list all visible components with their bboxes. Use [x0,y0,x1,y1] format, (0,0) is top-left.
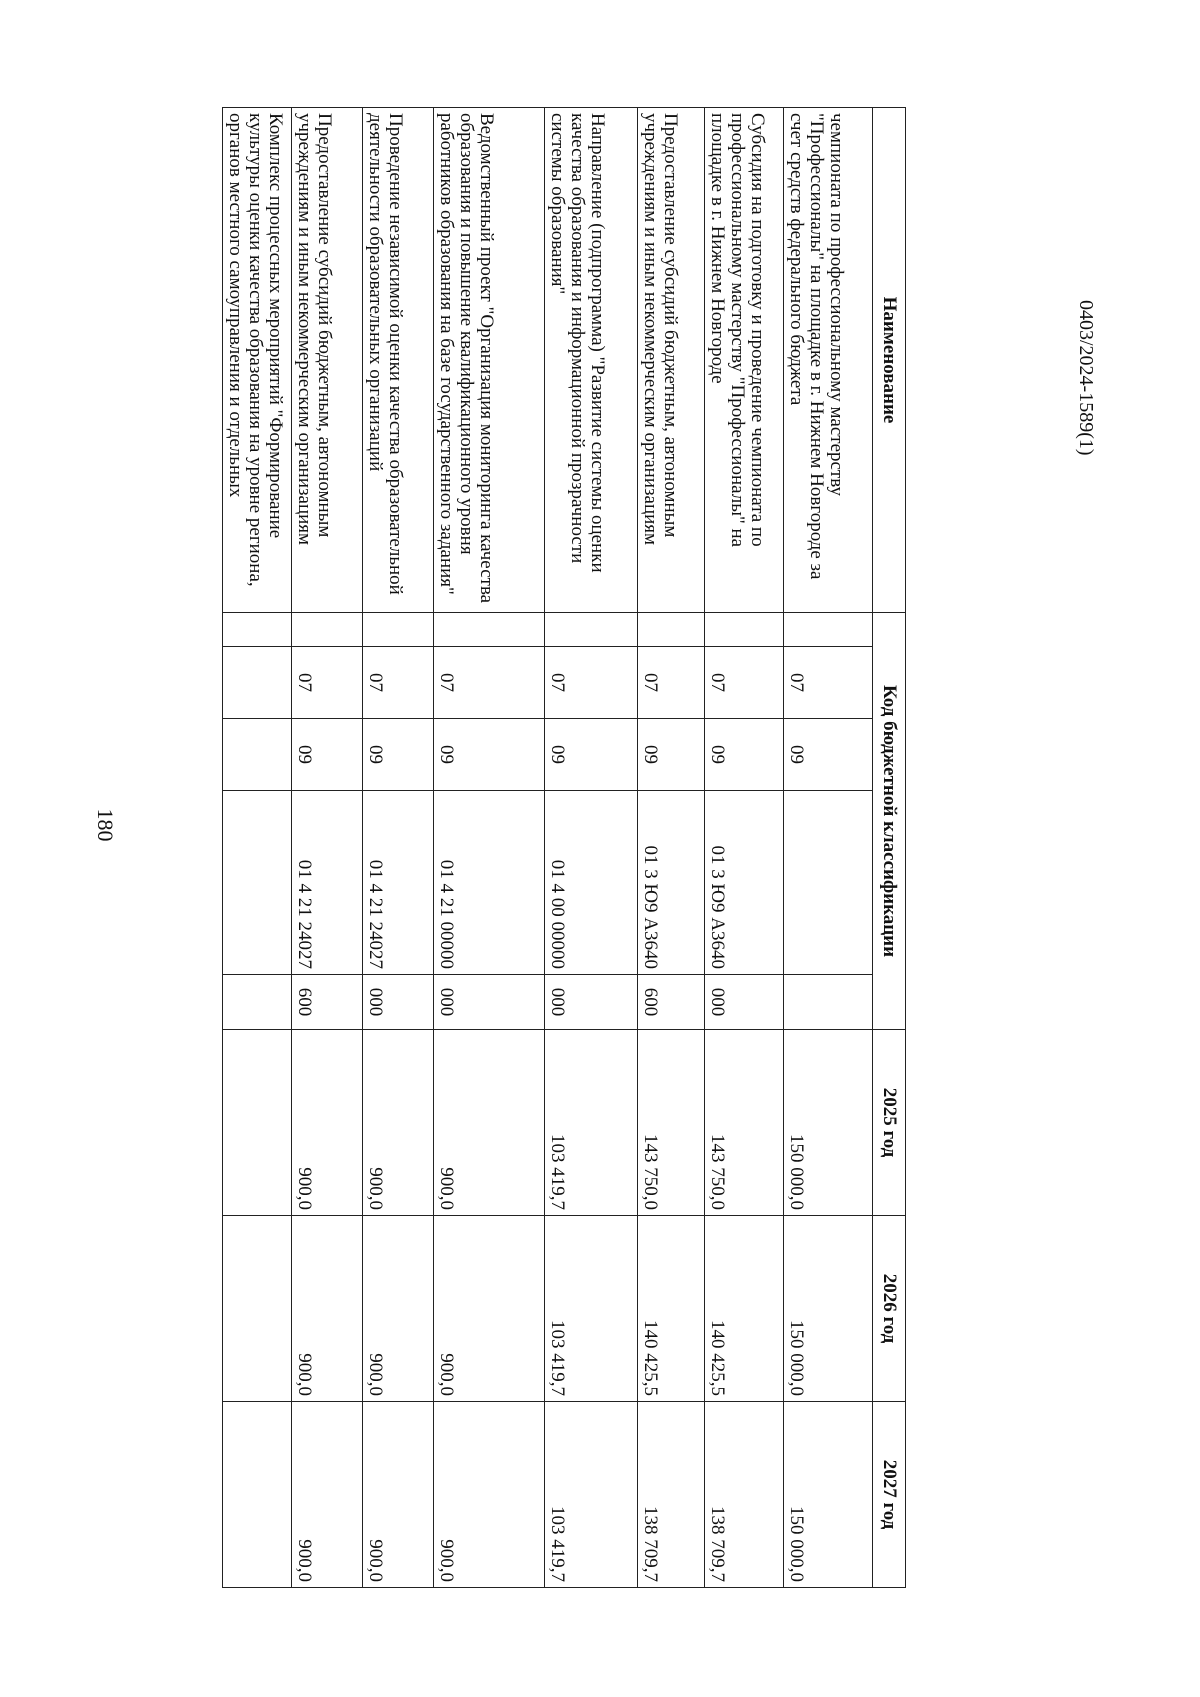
value-2027: 138 709,7 [705,1402,784,1588]
value-2025: 150 000,0 [784,1030,873,1216]
document-code: 0403/2024-1589(1) [1075,300,1097,456]
code-expense-type: 000 [363,975,434,1030]
code-target: 01 3 Ю9 А3640 [638,791,705,975]
value-2026: 140 425,5 [705,1216,784,1402]
row-name: Предоставление субсидий бюджетным, автономным учреждениям и иным некоммерческим организациям [292,108,363,613]
row-name: Комплекс процессных мероприятий "Формирование культуры оценки качества образования на уровне региона, органов местного самоуправления и отдельных [223,108,292,613]
code-subsection: 09 [545,719,638,791]
header-2027: 2027 год [873,1402,906,1588]
code-expense-type: 000 [545,975,638,1030]
code-section: 07 [434,647,545,719]
page-number: 180 [93,808,118,842]
code-blank [434,613,545,647]
code-blank [363,613,434,647]
value-2027: 900,0 [292,1402,363,1588]
value-2026: 140 425,5 [638,1216,705,1402]
value-2025 [223,1030,292,1216]
code-expense-type [784,975,873,1030]
value-2025: 143 750,0 [638,1030,705,1216]
row-name: чемпионата по профессиональному мастерству "Профессионалы" на площадке в г. Нижнем Новгороде за счет средств федерального бюджета [784,108,873,613]
value-2027 [223,1402,292,1588]
code-target: 01 4 00 00000 [545,791,638,975]
table-row [363,108,434,1588]
code-blank [545,613,638,647]
code-target: 01 4 21 24027 [292,791,363,975]
value-2026 [223,1216,292,1402]
rotated-table-container [166,107,906,1587]
table-row [434,108,545,1588]
code-section: 07 [545,647,638,719]
row-name: Ведомственный проект "Организация мониторинга качества образования и повышение квалификационного уровня работников образования на базе государственного задания" [434,108,545,613]
budget-table [222,107,906,1588]
code-blank [292,613,363,647]
code-subsection: 09 [434,719,545,791]
row-name: Направление (подпрограмма) "Развитие системы оценки качества образования и информационной прозрачности системы образования" [545,108,638,613]
value-2026: 900,0 [292,1216,363,1402]
value-2027: 900,0 [434,1402,545,1588]
code-blank [705,613,784,647]
table-row [784,108,873,1588]
code-target: 01 4 21 24027 [363,791,434,975]
value-2025: 143 750,0 [705,1030,784,1216]
row-name: Субсидия на подготовку и проведение чемпионата по профессиональному мастерству "Профессионалы" на площадке в г. Нижнем Новгороде [705,108,784,613]
table-header-row [873,108,906,1588]
code-target: 01 3 Ю9 А3640 [705,791,784,975]
value-2026: 150 000,0 [784,1216,873,1402]
code-section [223,647,292,719]
table-row [223,108,292,1588]
value-2026: 900,0 [434,1216,545,1402]
value-2027: 900,0 [363,1402,434,1588]
header-2025: 2025 год [873,1030,906,1216]
code-expense-type: 600 [292,975,363,1030]
table-row [638,108,705,1588]
code-target [784,791,873,975]
value-2025: 900,0 [363,1030,434,1216]
code-subsection: 09 [292,719,363,791]
code-subsection: 09 [784,719,873,791]
code-subsection [223,719,292,791]
code-expense-type: 600 [638,975,705,1030]
header-budget-code: Код бюджетной классификации [873,613,906,1030]
code-subsection: 09 [638,719,705,791]
value-2026: 103 419,7 [545,1216,638,1402]
row-name: Проведение независимой оценки качества образовательной деятельности образовательных организаций [363,108,434,613]
code-blank [784,613,873,647]
value-2025: 103 419,7 [545,1030,638,1216]
code-section: 07 [784,647,873,719]
code-expense-type: 000 [705,975,784,1030]
code-target [223,791,292,975]
value-2027: 150 000,0 [784,1402,873,1588]
code-expense-type [223,975,292,1030]
code-target: 01 4 21 00000 [434,791,545,975]
table-row [292,108,363,1588]
row-name: Предоставление субсидий бюджетным, автономным учреждениям и иным некоммерческим организациям [638,108,705,613]
table-row [705,108,784,1588]
code-section: 07 [638,647,705,719]
code-blank [223,613,292,647]
value-2025: 900,0 [292,1030,363,1216]
header-2026: 2026 год [873,1216,906,1402]
table-row [545,108,638,1588]
code-section: 07 [705,647,784,719]
code-blank [638,613,705,647]
code-subsection: 09 [705,719,784,791]
code-section: 07 [292,647,363,719]
code-subsection: 09 [363,719,434,791]
code-section: 07 [363,647,434,719]
code-expense-type: 000 [434,975,545,1030]
value-2027: 138 709,7 [638,1402,705,1588]
value-2027: 103 419,7 [545,1402,638,1588]
header-name: Наименование [873,108,906,613]
value-2025: 900,0 [434,1030,545,1216]
value-2026: 900,0 [363,1216,434,1402]
